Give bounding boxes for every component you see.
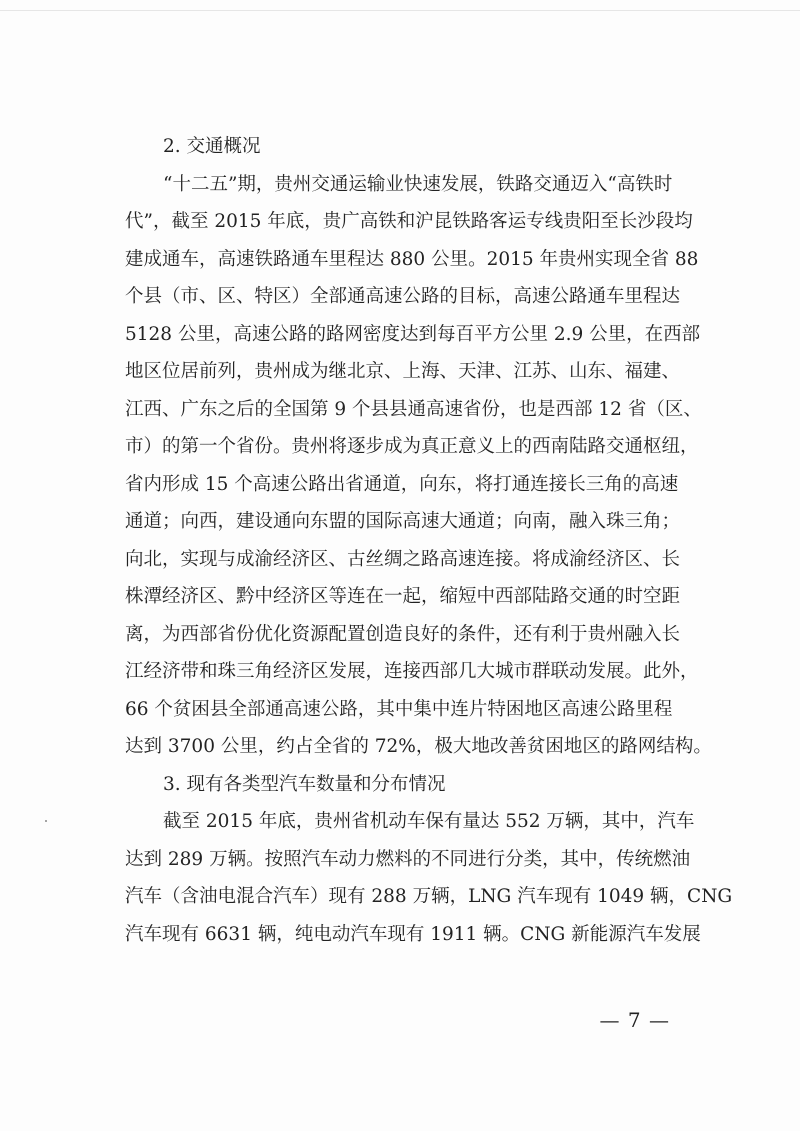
paragraph-line: 向北，实现与成渝经济区、古丝绸之路高速连接。将成渝经济区、长 [125,548,681,570]
body-text [125,128,733,953]
paragraph-line: 株潭经济区、黔中经济区等连在一起，缩短中西部陆路交通的时空距 [125,586,681,607]
paragraph-line: 通道；向西，建设通向东盟的国际高速大通道；向南，融入珠三角； [125,511,681,532]
paragraph-line: 5128 公里，高速公路的路网密度达到每百平方公里 2.9 公里，在西部 [125,323,701,345]
paragraph-line: 达到 3700 公里，约占全省的 72%，极大地改善贫困地区的路网结构。 [125,736,712,757]
paragraph-line: “十二五”期，贵州交通运输业快速发展，铁路交通迈入“高铁时 [163,173,673,195]
paragraph-line: 地区位居前列，贵州成为继北京、上海、天津、江苏、山东、福建、 [125,361,681,382]
section-heading-transport: 2. 交通概况 [163,136,261,157]
paragraph-line: 66 个贫困县全部通高速公路，其中集中连片特困地区高速公路里程 [125,698,673,720]
paragraph-line: 建成通车，高速铁路通车里程达 880 公里。2015 年贵州实现全省 88 [125,248,699,270]
paragraph-line: 江西、广东之后的全国第 9 个县县通高速省份，也是西部 12 省（区、 [125,398,702,420]
paragraph-line: 江经济带和珠三角经济区发展，连接西部几大城市群联动发展。此外， [125,661,699,682]
paragraph-line: 个县（市、区、特区）全部通高速公路的目标，高速公路通车里程达 [125,286,681,307]
paragraph-line: 截至 2015 年底，贵州省机动车保有量达 552 万辆，其中，汽车 [163,811,695,832]
scan-edge-line [0,10,800,11]
paragraph-line: 汽车（含油电混合汽车）现有 288 万辆，LNG 汽车现有 1049 辆，CNG [125,886,733,907]
paragraph-line: 汽车现有 6631 辆，纯电动汽车现有 1911 辆。CNG 新能源汽车发展 [125,923,701,945]
scan-speck [45,820,47,822]
paragraph-line: 市）的第一个省份。贵州将逐步成为真正意义上的西南陆路交通枢纽， [125,436,699,457]
paragraph-line: 省内形成 15 个高速公路出省通道，向东，将打通连接长三角的高速 [125,473,679,495]
paragraph-line: 代”，截至 2015 年底，贵广高铁和沪昆铁路客运专线贵阳至长沙段均 [125,211,693,232]
paragraph-line: 离，为西部省份优化资源配置创造良好的条件，还有利于贵州融入长 [125,623,681,645]
page-number: — 7 — [599,1008,670,1032]
section-heading-vehicles: 3. 现有各类型汽车数量和分布情况 [163,773,446,795]
paragraph-line: 达到 289 万辆。按照汽车动力燃料的不同进行分类，其中，传统燃油 [125,848,691,870]
